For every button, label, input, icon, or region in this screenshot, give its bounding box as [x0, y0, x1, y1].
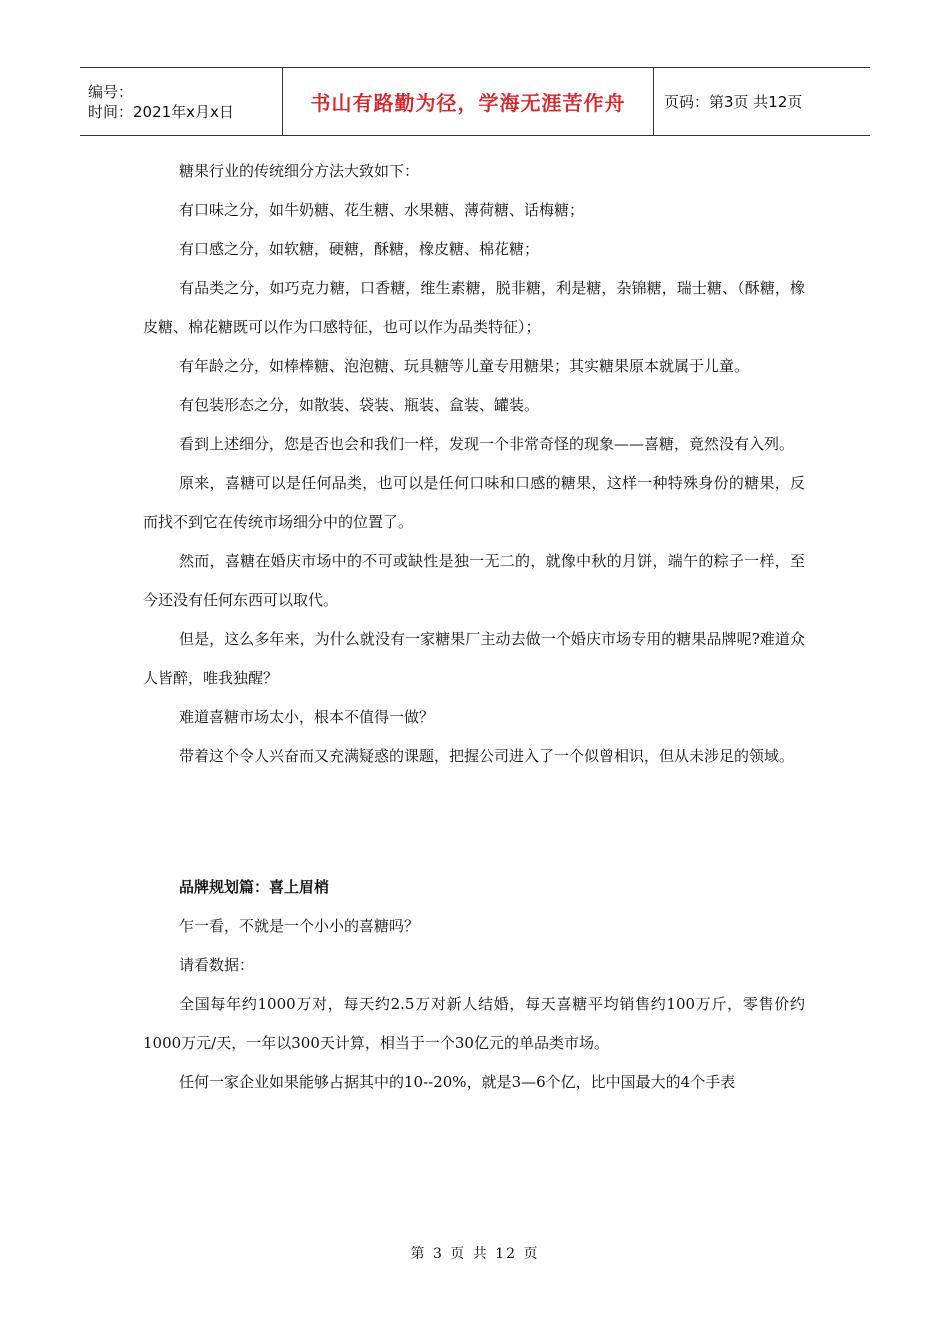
paragraph: 有品类之分，如巧克力糖，口香糖，维生素糖，脱非糖，利是糖，杂锦糖，瑞士糖、（酥糖，橡皮糖、棉花糖既可以作为口感特征，也可以作为品类特征）；	[143, 279, 805, 336]
document-body	[143, 152, 805, 1102]
header-page-info	[654, 68, 870, 135]
paragraph: 全国每年约1000万对，每天约2.5万对新人结婚，每天喜糖平均销售约100万斤，零售价约1000万元/天，一年以300天计算，相当于一个30亿元的单品类市场。	[143, 995, 805, 1052]
paragraph: 但是，这么多年来，为什么就没有一家糖果厂主动去做一个婚庆市场专用的糖果品牌呢?难道众人皆醉，唯我独醒？	[143, 630, 805, 687]
paragraph: 难道喜糖市场太小，根本不值得一做？	[179, 708, 435, 726]
paragraph: 任何一家企业如果能够占据其中的10--20%，就是3—6个亿，比中国最大的4个手表	[179, 1073, 736, 1091]
page-footer: 第 3 页 共 12 页	[410, 1246, 540, 1262]
paragraph: 有口感之分，如软糖，硬糖，酥糖，橡皮糖、棉花糖；	[179, 240, 540, 258]
paragraph: 带着这个令人兴奋而又充满疑惑的课题，把握公司进入了一个似曾相识，但从未涉足的领域。	[179, 747, 795, 765]
page-number-label: 页码：第3页 共12页	[664, 93, 803, 111]
paragraph: 看到上述细分，您是否也会和我们一样，发现一个非常奇怪的现象——喜糖，竟然没有入列。	[179, 435, 795, 453]
paragraph: 糖果行业的传统细分方法大致如下：	[179, 162, 420, 180]
section-spacer	[143, 776, 805, 868]
document-time: 时间：2021年x月x日	[88, 102, 234, 121]
page-header	[80, 67, 870, 136]
paragraph: 请看数据：	[179, 956, 255, 974]
paragraph: 有包装形态之分，如散装、袋装、瓶装、盒装、罐装。	[179, 396, 540, 414]
paragraph: 乍一看，不就是一个小小的喜糖吗？	[179, 917, 420, 935]
document-number: 编号：	[88, 82, 134, 101]
header-meta	[80, 68, 282, 135]
header-motto-cell	[282, 68, 654, 135]
paragraph: 有口味之分，如牛奶糖、花生糖、水果糖、薄荷糖、话梅糖；	[179, 201, 585, 219]
paragraph: 然而，喜糖在婚庆市场中的不可或缺性是独一无二的，就像中秋的月饼，端午的粽子一样，至今还没有任何东西可以取代。	[143, 552, 805, 609]
paragraph: 有年龄之分，如棒棒糖、泡泡糖、玩具糖等儿童专用糖果；其实糖果原本就属于儿童。	[179, 357, 750, 375]
paragraph: 原来，喜糖可以是任何品类，也可以是任何口味和口感的糖果，这样一种特殊身份的糖果，反而找不到它在传统市场细分中的位置了。	[143, 474, 805, 531]
section-heading: 品牌规划篇：喜上眉梢	[179, 878, 330, 896]
header-motto: 书山有路勤为径，学海无涯苦作舟	[310, 91, 626, 115]
